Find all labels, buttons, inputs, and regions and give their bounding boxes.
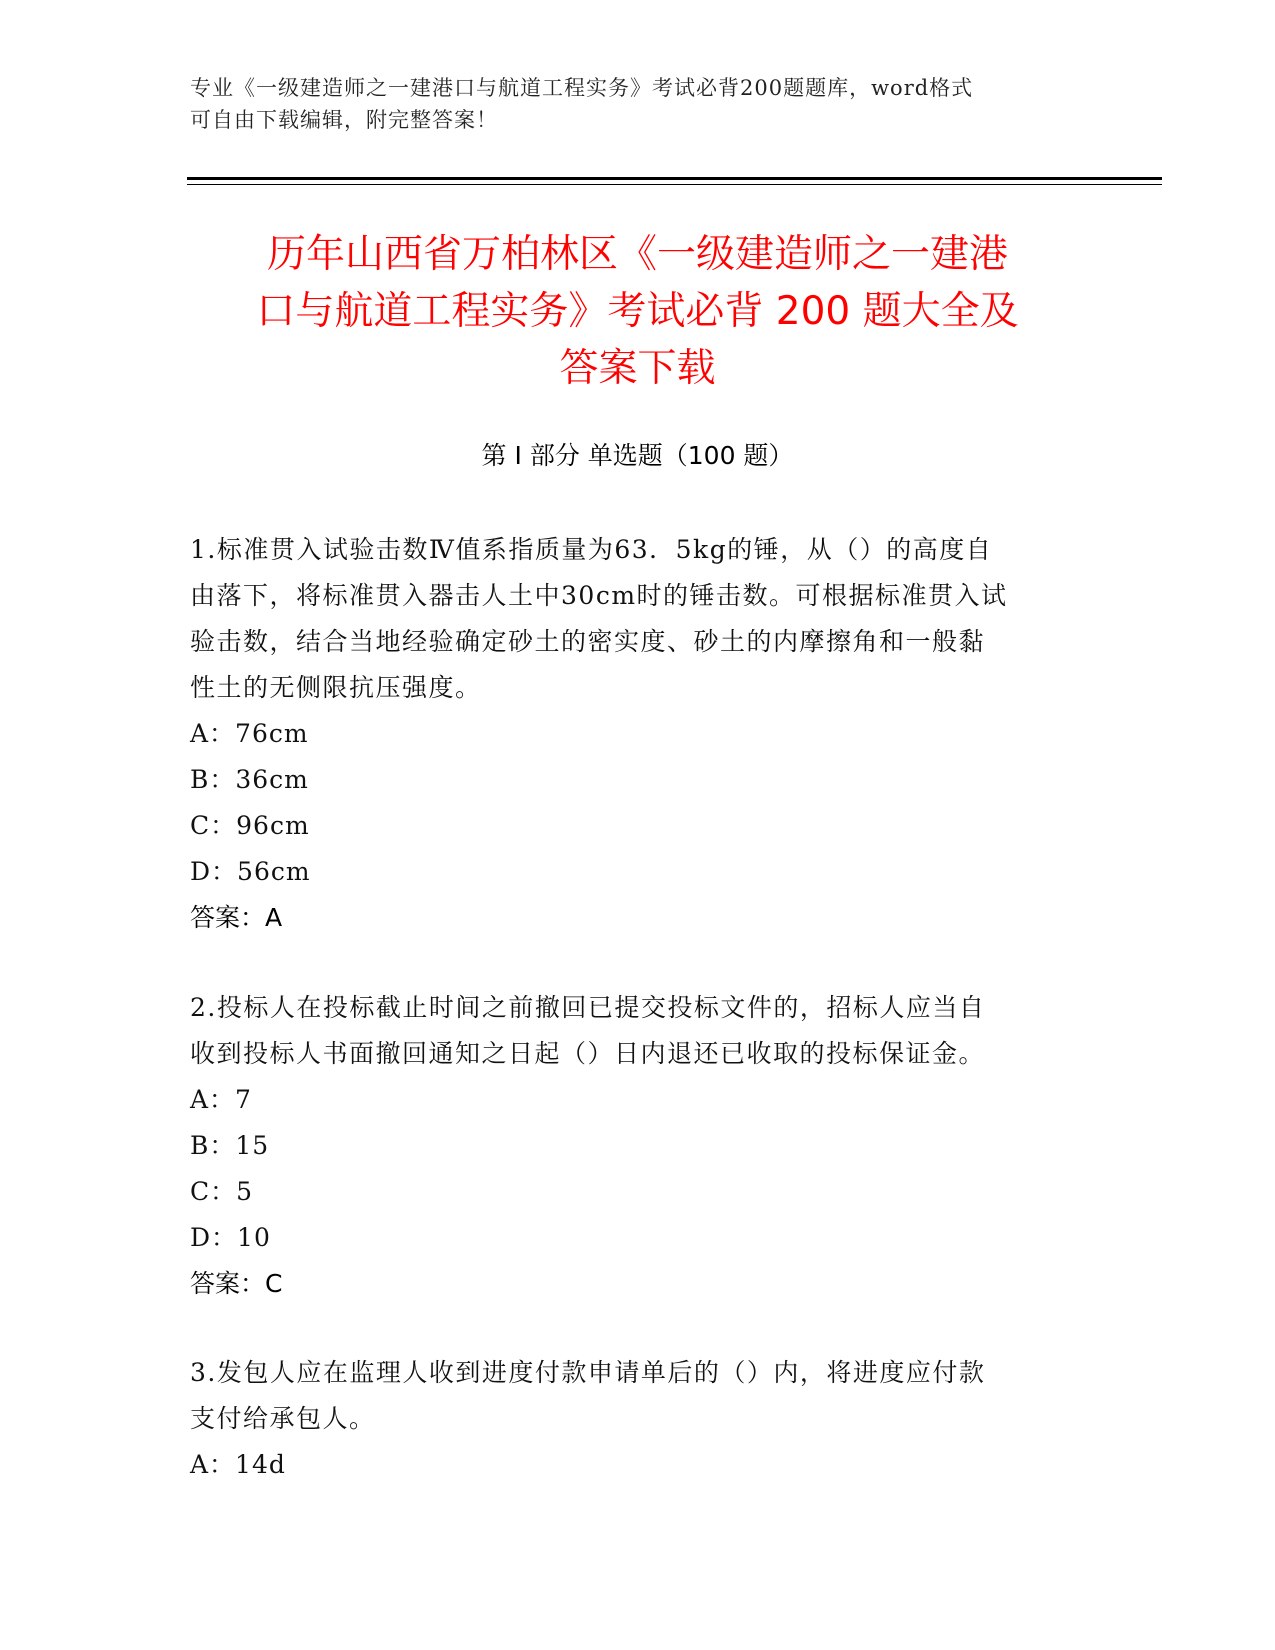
option-b: B：36cm bbox=[190, 765, 309, 794]
question-stem-line: 3.发包人应在监理人收到进度付款申请单后的（）内，将进度应付款 bbox=[190, 1358, 986, 1387]
question-stem bbox=[190, 527, 1090, 711]
header-divider-thin bbox=[187, 184, 1162, 185]
answer: 答案：A bbox=[190, 903, 283, 932]
option-c: C：5 bbox=[190, 1177, 254, 1206]
option-d: D：56cm bbox=[190, 857, 311, 886]
document-title-line: 答案下载 bbox=[559, 346, 716, 391]
header-note-line: 专业《一级建造师之一建港口与航道工程实务》考试必背200题题库，word格式 bbox=[190, 76, 974, 100]
question-1 bbox=[190, 527, 1090, 941]
question-stem-line: 验击数，结合当地经验确定砂土的密实度、砂土的内摩擦角和一般黏 bbox=[190, 627, 986, 656]
question-stem-line: 1.标准贯入试验击数Ⅳ值系指质量为63．5kg的锤，从（）的高度自 bbox=[190, 535, 993, 564]
question-2 bbox=[190, 985, 1090, 1307]
question-stem-line: 2.投标人在投标截止时间之前撤回已提交投标文件的，招标人应当自 bbox=[190, 993, 986, 1022]
option-c: C：96cm bbox=[190, 811, 310, 840]
question-stem-line: 支付给承包人。 bbox=[190, 1404, 376, 1433]
question-3 bbox=[190, 1350, 1090, 1488]
document-title-line: 口与航道工程实务》考试必背 200 题大全及 bbox=[256, 289, 1019, 334]
option-d: D：10 bbox=[190, 1223, 271, 1252]
question-stem-line: 由落下，将标准贯入器击人土中30cm时的锤击数。可根据标准贯入试 bbox=[190, 581, 1008, 610]
option-a: A：14d bbox=[190, 1450, 286, 1479]
document-title-line: 历年山西省万柏林区《一级建造师之一建港 bbox=[266, 232, 1008, 277]
question-stem bbox=[190, 1350, 1090, 1442]
header-note-line: 可自由下载编辑，附完整答案！ bbox=[190, 108, 498, 132]
header-divider bbox=[187, 177, 1162, 180]
document-title bbox=[190, 226, 1085, 397]
question-stem bbox=[190, 985, 1090, 1077]
option-a: A：76cm bbox=[190, 719, 309, 748]
header-note bbox=[190, 72, 1090, 136]
answer: 答案：C bbox=[190, 1269, 283, 1298]
section-heading: 第 I 部分 单选题（100 题） bbox=[481, 441, 794, 470]
option-b: B：15 bbox=[190, 1131, 270, 1160]
question-stem-line: 性土的无侧限抗压强度。 bbox=[190, 673, 482, 702]
option-a: A：7 bbox=[190, 1085, 252, 1114]
question-stem-line: 收到投标人书面撤回通知之日起（）日内退还已收取的投标保证金。 bbox=[190, 1039, 986, 1068]
